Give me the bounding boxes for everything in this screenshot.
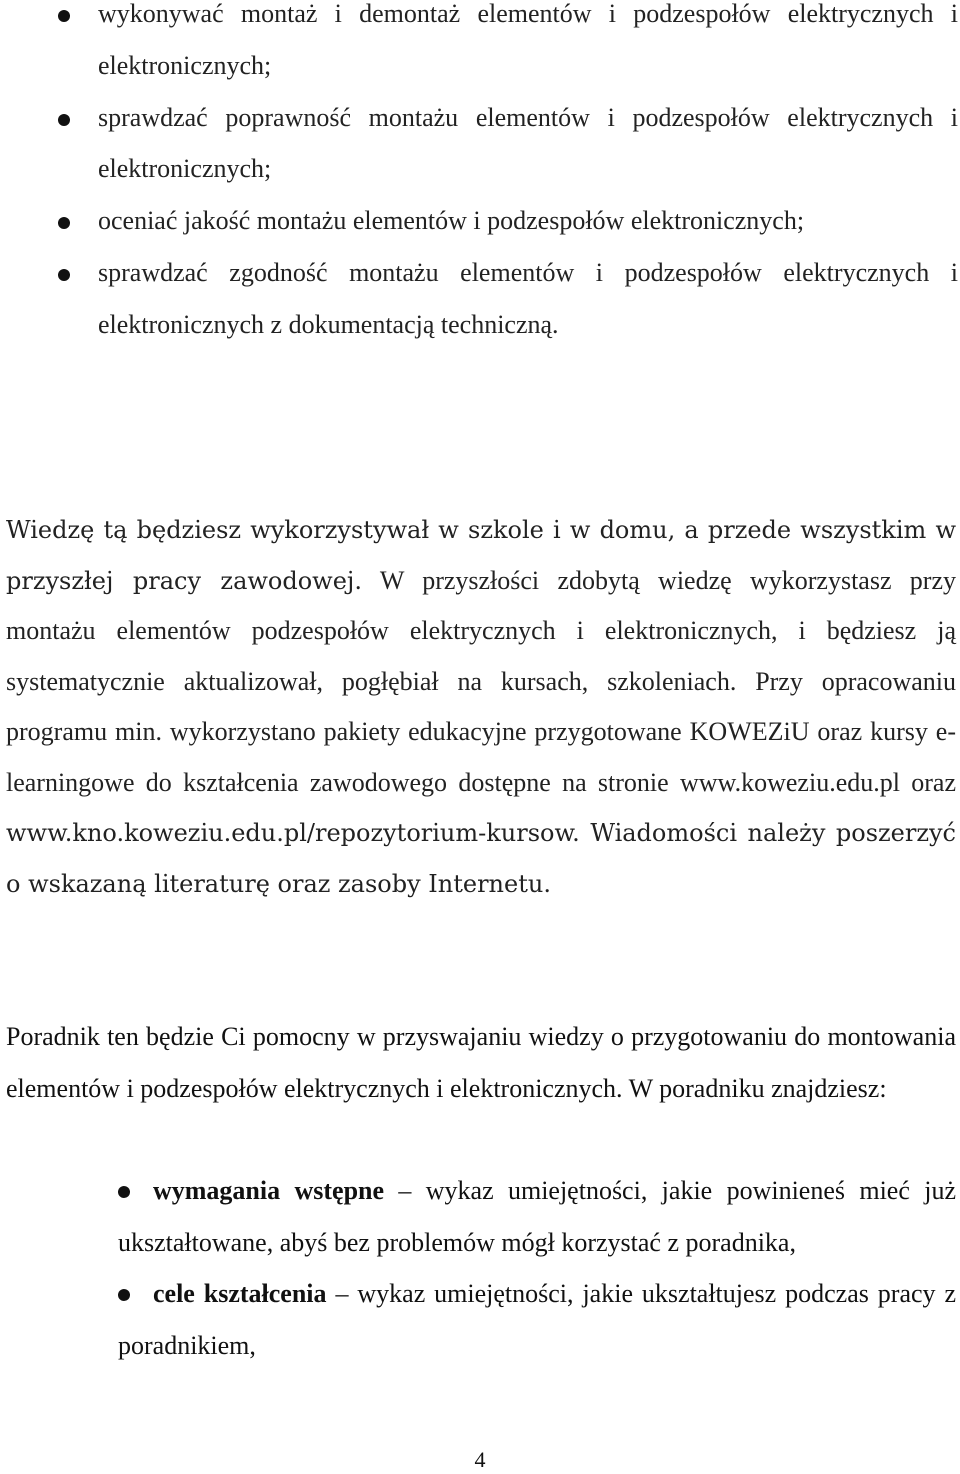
paragraph-text-part-a: Wiedzę tą będziesz wykorzystywał w szkole i w domu, a przede wszystkim w przyszłej pracy zawodowej. xyxy=(6,516,956,595)
list-item-text: wykonywać montaż i demontaż elementów i podzespołów elektrycznych i elektronicznych; xyxy=(98,0,958,80)
page-number: 4 xyxy=(474,1447,486,1472)
list-item-term: cele kształcenia xyxy=(153,1279,327,1308)
list-item xyxy=(0,0,958,92)
list-item-text xyxy=(118,1279,956,1360)
guide-intro-paragraph: Poradnik ten będzie Ci pomocny w przyswajaniu wiedzy o przygotowaniu do montowania elementów i podzespołów elektrycznych i elektronicznych. W poradniku znajdziesz: xyxy=(6,1022,956,1103)
knowledge-usage-paragraph xyxy=(6,505,956,909)
list-item xyxy=(0,1165,956,1268)
list-item xyxy=(0,1268,956,1371)
paragraph-text-part-b: W przyszłości zdobytą wiedzę wykorzystasz przy montażu elementów podzespołów elektrycznych i elektronicznych, i będziesz ją systematycznie aktualizował, pogłębiał na kursach, szkoleniach. Przy opracowaniu programu min. wykorzystano pakiety edukacyjne przygotowane KOWEZiU oraz kursy e-learningowe do kształcenia zawodowego dostępne na stronie www.koweziu.edu.pl oraz xyxy=(6,565,956,797)
list-item-description: – wykaz umiejętności, jakie powinieneś mieć już ukształtowane, abyś bez problemów mógł korzystać z poradnika, xyxy=(118,1176,956,1257)
paragraph-text-part-c: www.kno.koweziu.edu.pl/repozytorium-kursow. Wiadomości należy poszerzyć o wskazaną literaturę oraz zasoby Internetu. xyxy=(6,819,956,898)
list-item xyxy=(0,92,958,196)
bullet-icon xyxy=(58,114,70,126)
bullet-icon xyxy=(58,217,70,229)
skills-list xyxy=(0,0,958,351)
list-item xyxy=(0,247,958,351)
list-item-text: sprawdzać poprawność montażu elementów i podzespołów elektrycznych i elektronicznych; xyxy=(98,102,958,184)
list-item-text: oceniać jakość montażu elementów i podzespołów elektronicznych; xyxy=(98,206,805,236)
list-item-text xyxy=(118,1176,956,1257)
bullet-icon xyxy=(58,10,70,22)
list-item-term: wymagania wstępne xyxy=(153,1176,385,1205)
bullet-icon xyxy=(118,1289,130,1301)
guide-contents-list xyxy=(0,1165,956,1371)
list-item-description: – wykaz umiejętności, jakie ukształtujesz podczas pracy z poradnikiem, xyxy=(118,1279,956,1360)
list-item-text: sprawdzać zgodność montażu elementów i podzespołów elektrycznych i elektronicznych z dokumentacją techniczną. xyxy=(98,257,958,339)
bullet-icon xyxy=(58,269,70,281)
list-item xyxy=(0,195,958,247)
bullet-icon xyxy=(118,1186,130,1198)
